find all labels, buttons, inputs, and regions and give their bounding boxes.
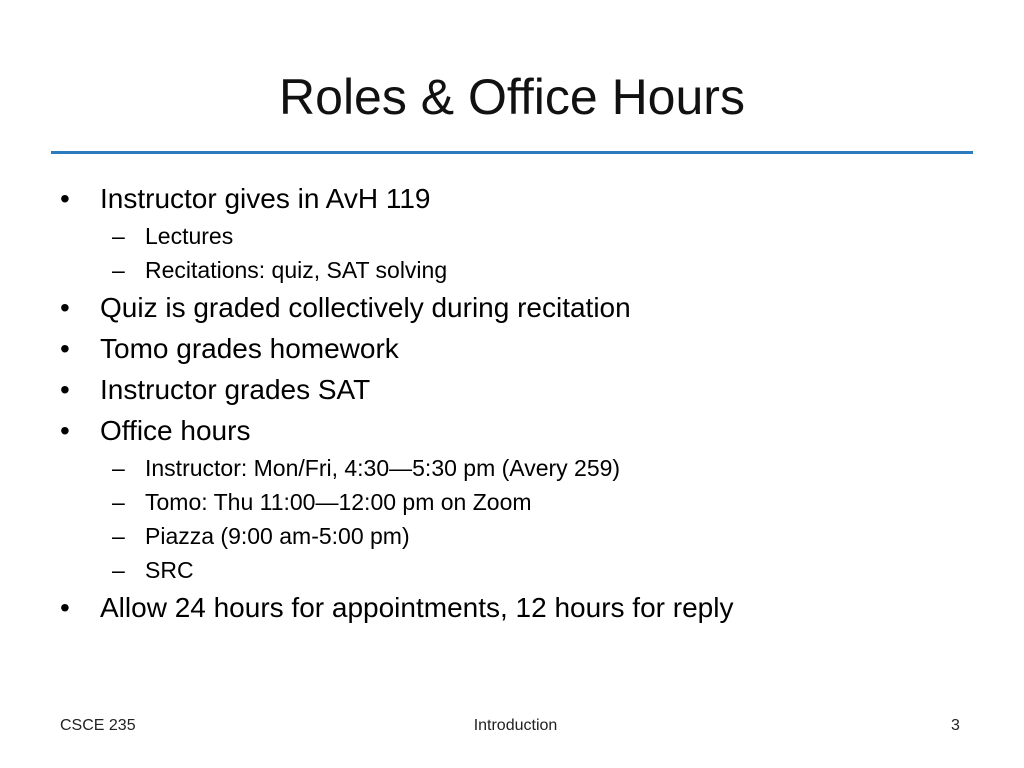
bullet-item	[60, 287, 980, 328]
title-underline	[51, 151, 973, 154]
bullet-icon: •	[60, 415, 70, 446]
sub-bullet-text: Instructor: Mon/Fri, 4:30—5:30 pm (Avery 259)	[145, 455, 621, 481]
sub-bullet-item	[60, 451, 980, 485]
dash-icon: –	[112, 223, 125, 249]
sub-bullet-text: SRC	[145, 557, 194, 583]
bullet-icon: •	[60, 592, 70, 623]
bullet-text: Tomo grades homework	[100, 333, 399, 364]
bullet-icon: •	[60, 183, 70, 214]
sub-bullet-item	[60, 519, 980, 553]
bullet-text: Instructor grades SAT	[100, 374, 371, 405]
bullet-text: Instructor gives in AvH 119	[100, 183, 431, 214]
bullet-text: Allow 24 hours for appointments, 12 hours for reply	[100, 592, 734, 623]
bullet-item	[60, 328, 980, 369]
bullet-text: Office hours	[100, 415, 251, 446]
bullet-list	[60, 178, 980, 628]
dash-icon: –	[112, 489, 125, 515]
sub-bullet-item	[60, 553, 980, 587]
sub-bullet-text: Tomo: Thu 11:00—12:00 pm on Zoom	[145, 489, 532, 515]
bullet-item	[60, 587, 980, 628]
footer-section-title: Introduction	[473, 717, 558, 734]
sub-bullet-item	[60, 219, 980, 253]
page-number: 3	[951, 717, 960, 734]
bullet-item	[60, 178, 980, 219]
sub-bullet-text: Lectures	[145, 223, 234, 249]
bullet-icon: •	[60, 292, 70, 323]
bullet-item	[60, 369, 980, 410]
dash-icon: –	[112, 455, 125, 481]
dash-icon: –	[112, 557, 125, 583]
sub-bullet-item	[60, 253, 980, 287]
dash-icon: –	[112, 257, 125, 283]
sub-bullet-item	[60, 485, 980, 519]
bullet-text: Quiz is graded collectively during recitation	[100, 292, 631, 323]
dash-icon: –	[112, 523, 125, 549]
sub-bullet-text: Piazza (9:00 am-5:00 pm)	[145, 523, 410, 549]
bullet-icon: •	[60, 374, 70, 405]
slide-title: Roles & Office Hours	[279, 69, 745, 125]
bullet-item	[60, 410, 980, 451]
footer-course-code: CSCE 235	[60, 717, 136, 734]
bullet-icon: •	[60, 333, 70, 364]
sub-bullet-text: Recitations: quiz, SAT solving	[145, 257, 448, 283]
